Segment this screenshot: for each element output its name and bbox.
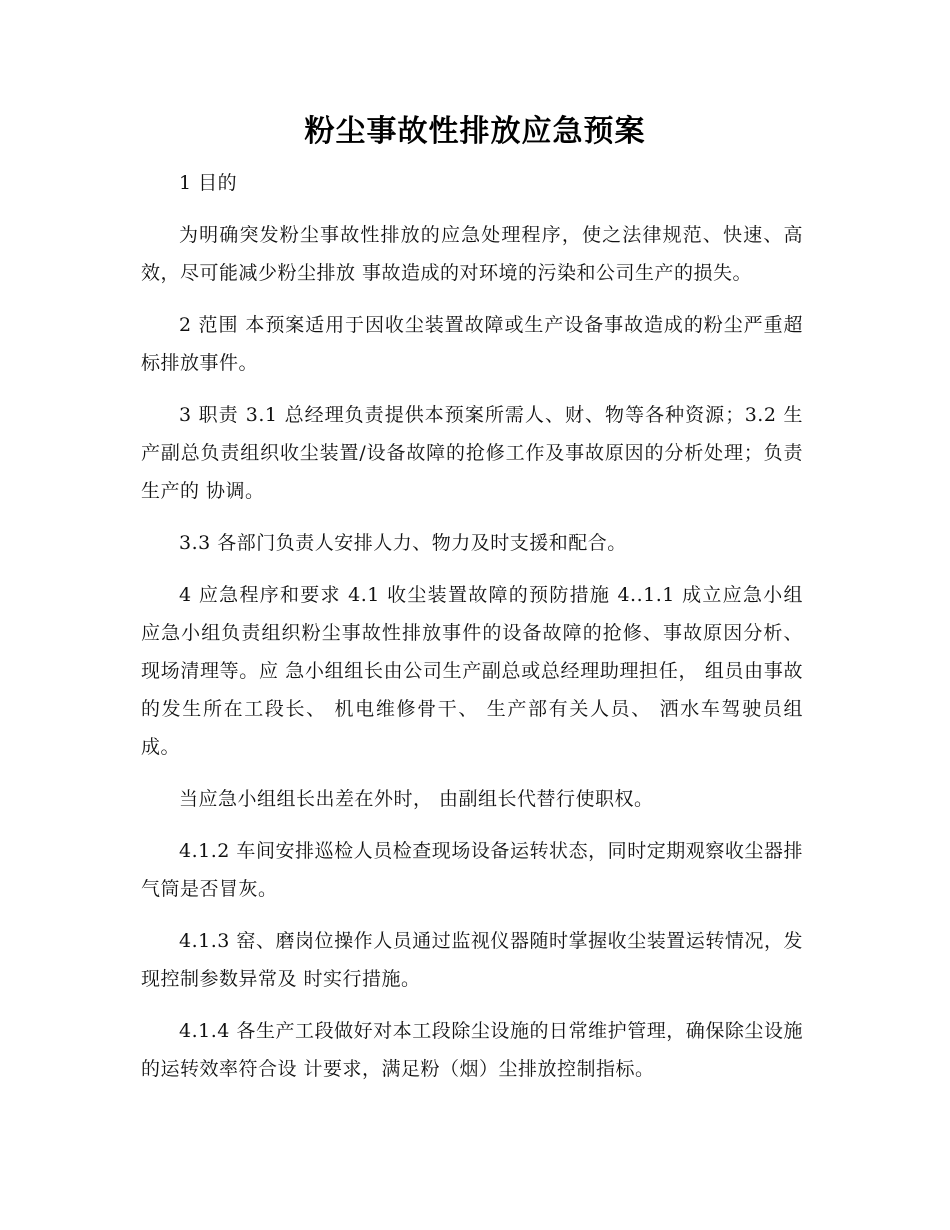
- responsibility-3-3-paragraph: 3.3 各部门负责人安排人力、物力及时支援和配合。: [179, 532, 627, 554]
- responsibilities-paragraph: 3 职责 3.1 总经理负责提供本预案所需人、财、物等各种资源；3.2 生产副总负责组织收尘装置/设备故障的抢修工作及事故原因的分析处理；负责生产的 协调。: [141, 404, 803, 502]
- document-title: 粉尘事故性排放应急预案: [304, 114, 646, 149]
- item-4-1-2-paragraph: 4.1.2 车间安排巡检人员检查现场设备运转状态，同时定期观察收尘器排气筒是否冒灰。: [141, 840, 803, 900]
- section-purpose-heading: 1 目的: [179, 172, 238, 194]
- deputy-leader-paragraph: 当应急小组组长出差在外时， 由副组长代替行使职权。: [179, 788, 654, 810]
- purpose-paragraph: 为明确突发粉尘事故性排放的应急处理程序，使之法律规范、快速、高效，尽可能减少粉尘排放 事故造成的对环境的污染和公司生产的损失。: [141, 224, 803, 284]
- emergency-procedure-paragraph: 4 应急程序和要求 4.1 收尘装置故障的预防措施 4..1.1 成立应急小组 应急小组负责组织粉尘事故性排放事件的设备故障的抢修、事故原因分析、现场清理等。应 急小组组长由公司生产副总或总经理助理担任， 组员由事故的发生所在工段长、 机电维修骨干、 生产部有关人员、 洒水车驾驶员组成。: [141, 584, 803, 758]
- item-4-1-3-paragraph: 4.1.3 窑、磨岗位操作人员通过监视仪器随时掌握收尘装置运转情况，发现控制参数异常及 时实行措施。: [141, 930, 803, 990]
- item-4-1-4-paragraph: 4.1.4 各生产工段做好对本工段除尘设施的日常维护管理，确保除尘设施的运转效率符合设 计要求，满足粉（烟）尘排放控制指标。: [141, 1020, 803, 1080]
- document-body: [141, 164, 803, 1102]
- scope-paragraph: 2 范围 本预案适用于因收尘装置故障或生产设备事故造成的粉尘严重超标排放事件。: [141, 314, 803, 374]
